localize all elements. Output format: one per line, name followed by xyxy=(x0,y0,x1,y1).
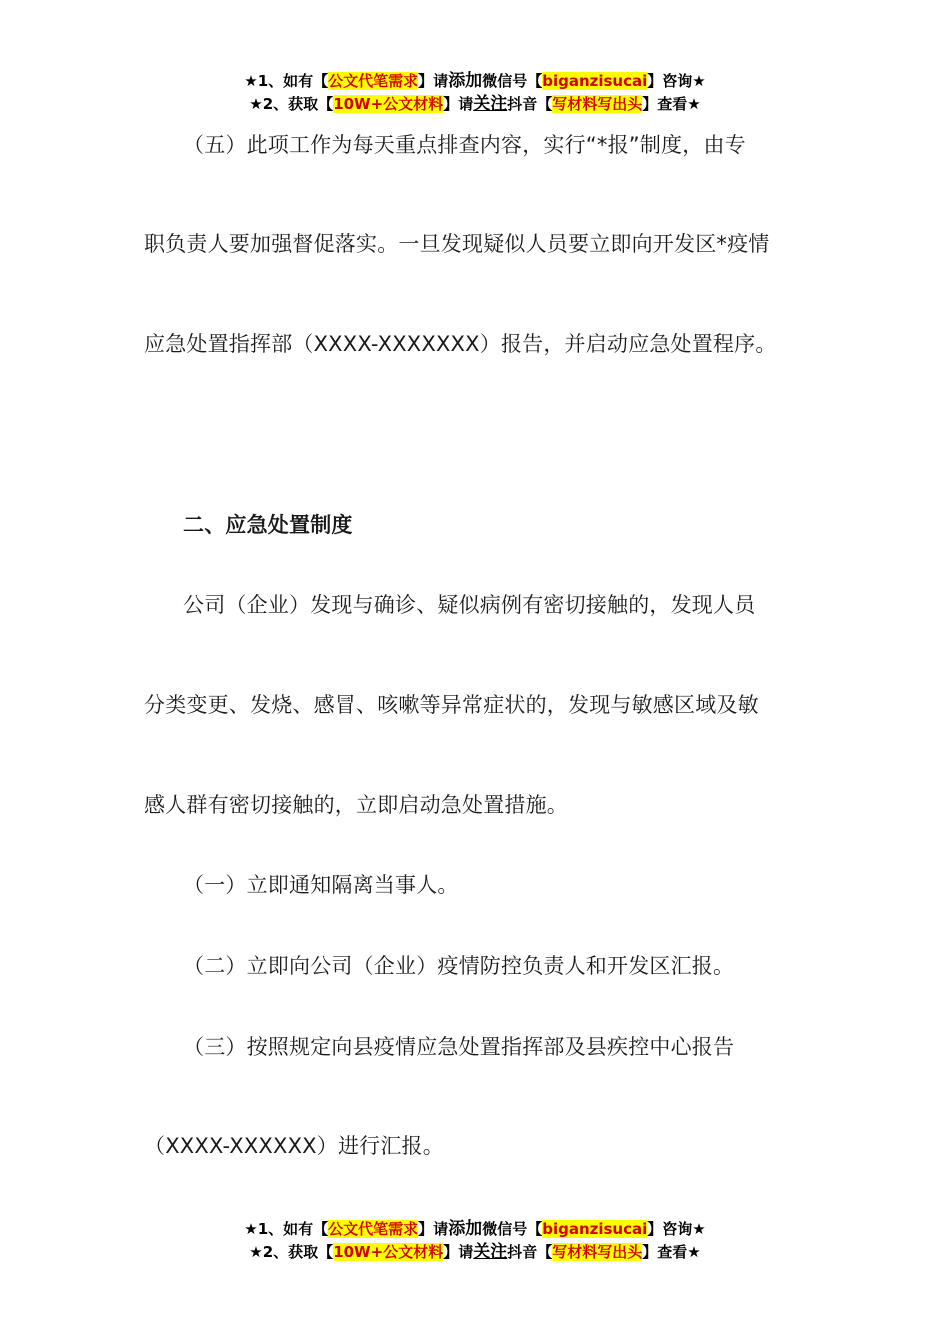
banner-emphasis: 添加 xyxy=(448,1219,483,1239)
banner-text: 】查看★ xyxy=(642,1243,701,1261)
banner-text: ★2、获取【 xyxy=(249,1243,334,1261)
banner-line-2 xyxy=(0,93,950,116)
banner-highlight: 写材料写出头 xyxy=(552,95,643,113)
banner-highlight: biganzisucai xyxy=(542,1220,648,1238)
banner-highlight: 10W+公文材料 xyxy=(333,1243,444,1261)
banner-emphasis: 关注 xyxy=(473,1242,508,1262)
banner-text: 抖音【 xyxy=(507,1243,553,1261)
banner-line-2 xyxy=(0,1241,950,1264)
section-2-line-1: 公司（企业）发现与确诊、疑似病例有密切接触的，发现人员 xyxy=(183,593,756,617)
banner-text: 】咨询★ xyxy=(647,1220,706,1238)
banner-text: 微信号【 xyxy=(482,1220,543,1238)
banner-text: 抖音【 xyxy=(507,95,553,113)
banner-text: 】请 xyxy=(418,72,449,90)
banner-text: 】请 xyxy=(418,1220,449,1238)
banner-text: ★1、如有【 xyxy=(244,72,329,90)
list-item-2: （二）立即向公司（企业）疫情防控负责人和开发区汇报。 xyxy=(183,954,735,978)
banner-emphasis: 关注 xyxy=(473,94,508,114)
header-banner xyxy=(0,70,950,116)
banner-text: 】请 xyxy=(443,1243,474,1261)
paragraph-5-line-1: （五）此项工作为每天重点排查内容，实行“*报”制度，由专 xyxy=(183,133,746,157)
section-2-heading: 二、应急处置制度 xyxy=(183,513,353,537)
banner-emphasis: 添加 xyxy=(448,71,483,91)
banner-line-1 xyxy=(0,70,950,93)
banner-text: 】请 xyxy=(443,95,474,113)
banner-highlight: 公文代笔需求 xyxy=(328,1220,419,1238)
banner-text: 】咨询★ xyxy=(647,72,706,90)
banner-highlight: 10W+公文材料 xyxy=(333,95,444,113)
paragraph-5-line-2: 职负责人要加强督促落实。一旦发现疑似人员要立即向开发区*疫情 xyxy=(144,232,770,256)
footer-banner xyxy=(0,1218,950,1264)
banner-text: 微信号【 xyxy=(482,72,543,90)
banner-highlight: 写材料写出头 xyxy=(552,1243,643,1261)
section-2-line-3: 感人群有密切接触的，立即启动急处置措施。 xyxy=(144,793,568,817)
section-2-line-2: 分类变更、发烧、感冒、咳嗽等异常症状的，发现与敏感区域及敏 xyxy=(144,693,759,717)
list-item-3-line-1: （三）按照规定向县疫情应急处置指挥部及县疾控中心报告 xyxy=(183,1035,735,1059)
banner-line-1 xyxy=(0,1218,950,1241)
banner-highlight: biganzisucai xyxy=(542,72,648,90)
list-item-3-line-2: （XXXX-XXXXXX）进行汇报。 xyxy=(144,1134,444,1158)
banner-highlight: 公文代笔需求 xyxy=(328,72,419,90)
list-item-1: （一）立即通知隔离当事人。 xyxy=(183,873,459,897)
paragraph-5-line-3: 应急处置指挥部（XXXX-XXXXXXX）报告，并启动应急处置程序。 xyxy=(144,332,777,356)
banner-text: ★1、如有【 xyxy=(244,1220,329,1238)
banner-text: 】查看★ xyxy=(642,95,701,113)
banner-text: ★2、获取【 xyxy=(249,95,334,113)
